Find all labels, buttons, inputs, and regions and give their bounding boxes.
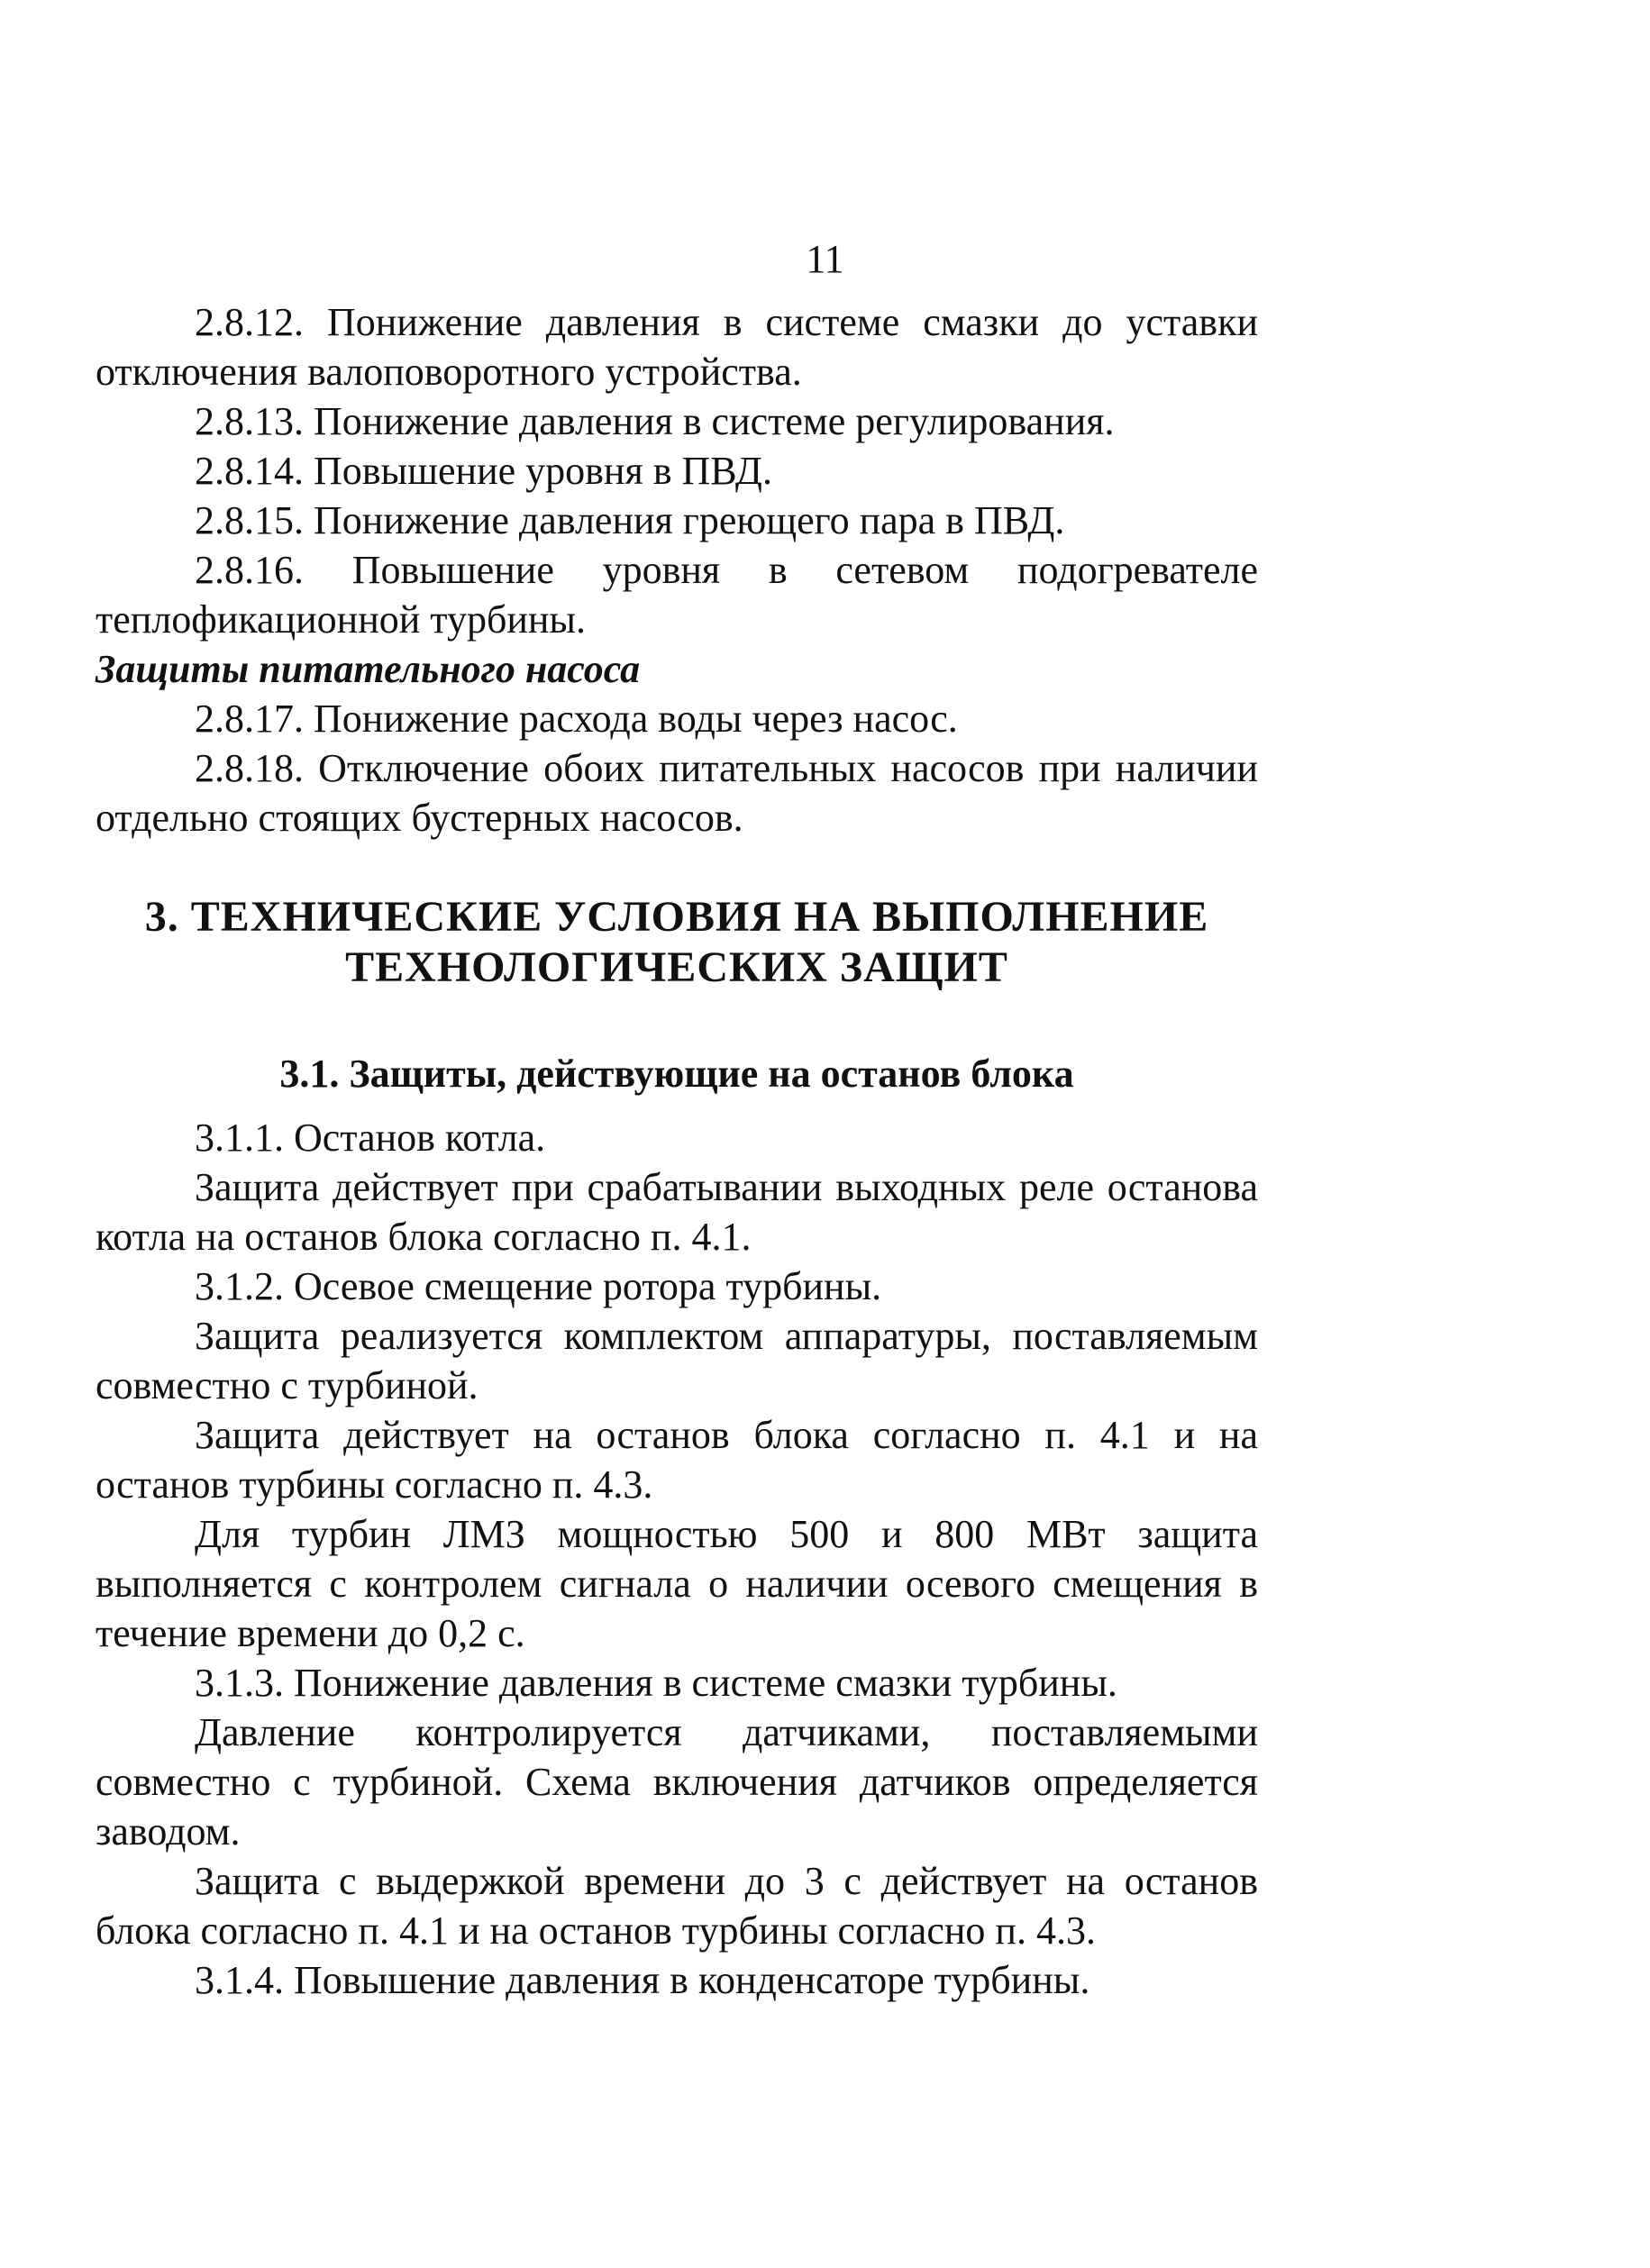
paragraph-3-1-2-detail-3: Для турбин ЛМЗ мощностью 500 и 800 МВт защита выполняется с контролем сигнала о наличии осевого смещения в течение времени до 0,2 с. bbox=[96, 1512, 1258, 1655]
section-2-8-continuation bbox=[96, 297, 1258, 843]
paragraph-2-8-14: 2.8.14. Повышение уровня в ПВД. bbox=[195, 449, 772, 493]
section-3-title-line-2: ТЕХНОЛОГИЧЕСКИХ ЗАЩИТ bbox=[345, 943, 1008, 991]
paragraph-3-1-2-detail-1: Защита реализуется комплектом аппаратуры, поставляемым совместно с турбиной. bbox=[96, 1314, 1258, 1407]
section-3-title bbox=[96, 892, 1258, 993]
paragraph-2-8-15: 2.8.15. Понижение давления греющего пара в ПВД. bbox=[195, 498, 1065, 542]
section-3-1-body bbox=[96, 1113, 1258, 2005]
paragraph-3-1-3: 3.1.3. Понижение давления в системе смазки турбины. bbox=[195, 1661, 1117, 1705]
paragraph-2-8-17: 2.8.17. Понижение расхода воды через насос. bbox=[195, 697, 958, 741]
subsection-3-1-title: 3.1. Защиты, действующие на останов блока bbox=[279, 1052, 1074, 1096]
paragraph-3-1-3-detail-2: Защита с выдержкой времени до 3 с действует на останов блока согласно п. 4.1 и на останов турбины согласно п. 4.3. bbox=[96, 1859, 1258, 1953]
paragraph-2-8-18: 2.8.18. Отключение обоих питательных насосов при наличии отдельно стоящих бустерных насосов. bbox=[96, 746, 1258, 840]
paragraph-2-8-12: 2.8.12. Понижение давления в системе смазки до уставки отключения валоповоротного устройства. bbox=[96, 300, 1258, 394]
paragraph-2-8-13: 2.8.13. Понижение давления в системе регулирования. bbox=[195, 399, 1115, 443]
paragraph-3-1-1: 3.1.1. Останов котла. bbox=[195, 1116, 546, 1160]
pump-protection-subheading: Защиты питательного насоса bbox=[96, 647, 641, 691]
paragraph-3-1-2-detail-2: Защита действует на останов блока согласно п. 4.1 и на останов турбины согласно п. 4.3. bbox=[96, 1413, 1258, 1507]
paragraph-3-1-3-detail-1: Давление контролируется датчиками, поставляемыми совместно с турбиной. Схема включения датчиков определяется заводом. bbox=[96, 1710, 1258, 1854]
paragraph-2-8-16: 2.8.16. Повышение уровня в сетевом подогревателе теплофикационной турбины. bbox=[96, 548, 1258, 642]
paragraph-3-1-1-detail: Защита действует при срабатывании выходных реле останова котла на останов блока согласно п. 4.1. bbox=[96, 1165, 1258, 1259]
page-number: 11 bbox=[806, 237, 844, 281]
paragraph-3-1-2: 3.1.2. Осевое смещение ротора турбины. bbox=[195, 1264, 882, 1308]
section-3-title-line-1: 3. ТЕХНИЧЕСКИЕ УСЛОВИЯ НА ВЫПОЛНЕНИЕ bbox=[144, 893, 1209, 941]
paragraph-3-1-4: 3.1.4. Повышение давления в конденсаторе турбины. bbox=[195, 1958, 1090, 2002]
